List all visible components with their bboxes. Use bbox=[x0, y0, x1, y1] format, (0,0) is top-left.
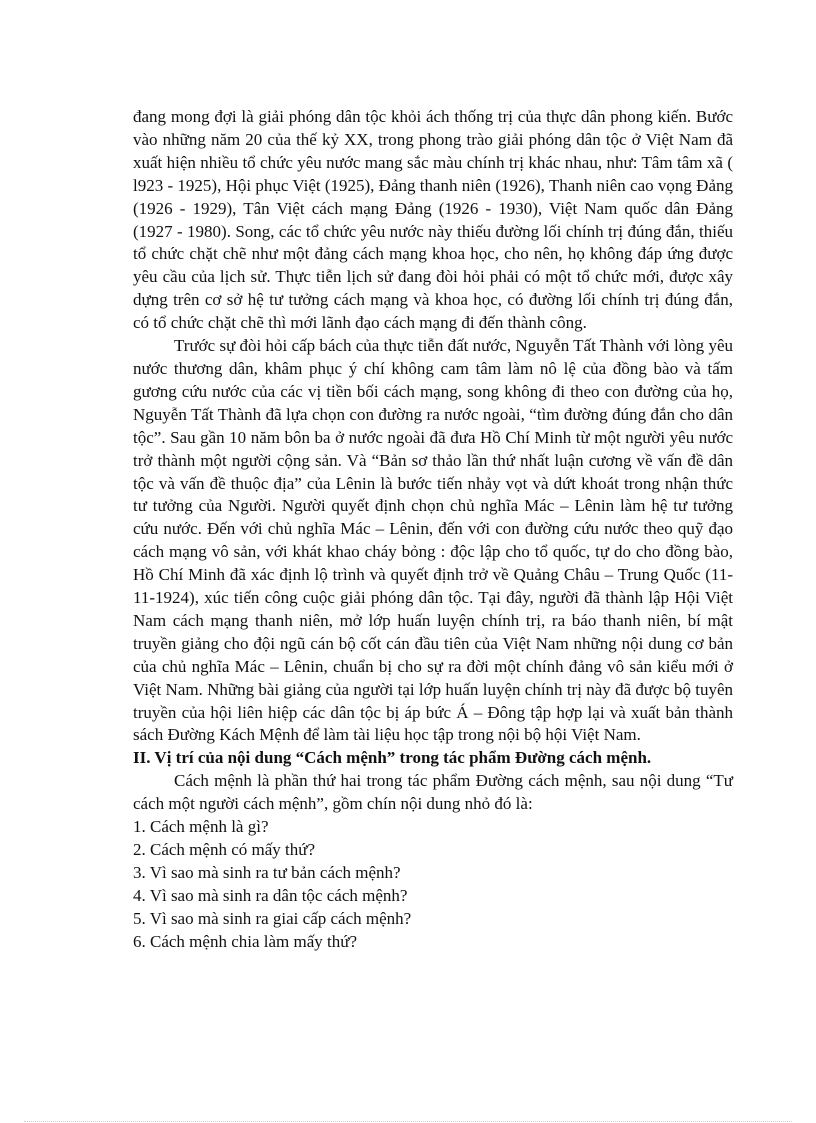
body-paragraph: đang mong đợi là giải phóng dân tộc khỏi ách thống trị của thực dân phong kiến. Bước vào những năm 20 của thế kỷ XX, trong phong trào giải phóng dân tộc ở Việt Nam đã xuất hiện nhiều tổ chức yêu nước mang sắc màu chính trị khác nhau, như: Tâm tâm xã ( l923 - 1925), Hội phục Việt (1925), Đảng thanh niên (1926), Thanh niên cao vọng Đảng (1926 - 1929), Tân Việt cách mạng Đảng (1926 - 1930), Việt Nam quốc dân Đảng (1927 - 1980). Song, các tổ chức yêu nước này thiếu đường lối chính trị đúng đắn, thiếu tổ chức chặt chẽ như một đảng cách mạng khoa học, cho nên, họ không đáp ứng được yêu cầu của lịch sử. Thực tiễn lịch sử đang đòi hỏi phải có một tổ chức mới, được xây dựng trên cơ sở hệ tư tưởng cách mạng và khoa học, có đường lối chính trị đúng đắn, có tổ chức chặt chẽ thì mới lãnh đạo cách mạng đi đến thành công. bbox=[133, 107, 733, 333]
list-item: 1. Cách mệnh là gì? bbox=[133, 817, 269, 837]
list-item: 3. Vì sao mà sinh ra tư bản cách mệnh? bbox=[133, 862, 401, 882]
list-item: 5. Vì sao mà sinh ra giai cấp cách mệnh? bbox=[133, 908, 412, 928]
document-body bbox=[133, 106, 733, 954]
list-item: 2. Cách mệnh có mấy thứ? bbox=[133, 840, 315, 859]
body-paragraph: Trước sự đòi hỏi cấp bách của thực tiễn đất nước, Nguyễn Tất Thành với lòng yêu nước thương dân, khâm phục ý chí không cam tâm làm nô lệ của đồng bào và tấm gương cứu nước của các vị tiền bối cách mạng, song không đi theo con đường của họ, Nguyễn Tất Thành đã lựa chọn con đường ra nước ngoài, “tìm đường đúng đắn cho dân tộc”. Sau gần 10 năm bôn ba ở nước ngoài đã đưa Hồ Chí Minh từ một người yêu nước trở thành một người cộng sản. Và “Bản sơ thảo lần thứ nhất luận cương về vấn đề dân tộc và vấn đề thuộc địa” của Lênin là bước tiến nhảy vọt và dứt khoát trong nhận thức tư tưởng của Người. Người quyết định chọn chủ nghĩa Mác – Lênin làm hệ tư tưởng cứu nước. Đến với chủ nghĩa Mác – Lênin, đến với con đường cứu nước theo quỹ đạo cách mạng vô sản, với khát khao cháy bỏng : độc lập cho tổ quốc, tự do cho đồng bào, Hồ Chí Minh đã xác định lộ trình và quyết định trở về Quảng Châu – Trung Quốc (11-11-1924), xúc tiến công cuộc giải phóng dân tộc. Tại đây, người đã thành lập Hội Việt Nam cách mạng thanh niên, mở lớp huấn luyện chính trị, ra báo thanh niên, bí mật truyền giảng cho đội ngũ cán bộ cốt cán đầu tiên của Việt Nam những nội dung cơ bản của chủ nghĩa Mác – Lênin, chuẩn bị cho sự ra đời một chính đảng vô sản kiểu mới ở Việt Nam. Những bài giảng của người tại lớp huấn luyện chính trị này đã được bộ tuyên truyền của hội liên hiệp các dân tộc bị áp bức Á – Đông tập hợp lại và xuất bản thành sách Đường Kách Mệnh để làm tài liệu học tập trong nội bộ hội Việt Nam. bbox=[133, 336, 733, 745]
page-bottom-divider bbox=[24, 1121, 792, 1122]
list-item: 4. Vì sao mà sinh ra dân tộc cách mệnh? bbox=[133, 885, 408, 905]
content-list bbox=[133, 816, 733, 953]
body-paragraph: Cách mệnh là phần thứ hai trong tác phẩm Đường cách mệnh, sau nội dung “Tư cách một người cách mệnh”, gồm chín nội dung nhỏ đó là: bbox=[133, 771, 733, 814]
list-item: 6. Cách mệnh chia làm mấy thứ? bbox=[133, 931, 358, 951]
section-heading: II. Vị trí của nội dung “Cách mệnh” trong tác phẩm Đường cách mệnh. bbox=[133, 748, 652, 768]
